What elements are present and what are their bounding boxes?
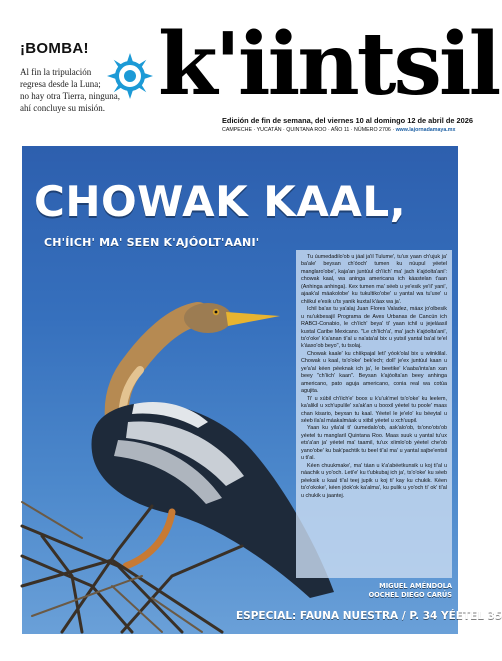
bomba-line: no hay otra Tierra, ninguna, <box>20 91 120 101</box>
cover-headline: CHOWAK KAAL, <box>34 177 407 226</box>
issue-info: CAMPECHE · YUCATÁN · QUINTANA ROO · AÑO 11 · NÚMERO 2706 · <box>222 127 395 133</box>
cover-photo <box>22 146 502 634</box>
bomba-line: ahí concluye su misión. <box>20 103 105 113</box>
cover-subhead: CH'ÍICH' MA' SEEN K'AJÓOLT'AANI' <box>44 236 260 249</box>
article-paragraph: Ichil ba'ax tu ya'alaj Juan Flores Valadez, máax jo'olbesik u nu'ukbesajil Programa de Aves Urbanas de Cancún ich RABCI-Conabio, le ch'íich' beya' ti' yaan ichil u jejeláasil kuxtal Caribe Mexicano. "Le ch'íich'a', ma' jach k'ajóolta'ani', ts'o'oke' k'a'anan tí'al u na'ata'al bix u yutsil yantal ba'al te'el k'áaxo'ob beyo", tu tsolaj. <box>301 306 447 350</box>
photo-credits <box>340 582 452 600</box>
article-paragraph: Ti' u xúbil ch'íich'e' boox u k'u'uk'mel ts'o'oke' ku leelem, ka'alikil u xch'upulile' xa'ak'an u booxil yéetel tu poole' maas chan kisario, beyxan tu kaal. Yéetel le je'elo' ku béeytal u séeb ila'al máakalmáak u xiibil yéetel u xch'uupil. <box>301 395 447 424</box>
article-paragraph: Yaan ku yila'al ti' úumedalo'ob, ask'alo'ob, ts'ono'ots'ob yéetel tu manglaril Quintana Roo. Maas suuk u yantal tu'ux ets'a'an ja' yéetel ma' taamil, tu'ux xíimlo'ob yéetel che'ob yano'obe' ku bak'pachtik tu beel tí'al ma' u yantal sajbe'entsil u ti'al. <box>301 425 447 462</box>
website-link[interactable]: www.lajornadamaya.mx <box>395 127 456 133</box>
issue-line <box>222 127 468 133</box>
article-paragraph: Kéen chuukmake', ma' táan u k'a'abéetkunsik u koj tí'al u náachik u yo'och. Leti'e' ku t'ubkubaj ich ja', ts'o'oke' ku séeb péeksik u kaal tí'al teej jupik u koj ti' kay ku chukik. Kéen ts'o'okoke', kéen jóok'ok ka'alma', ku pulik u yo'och ti' ok' tí'al u chukik u jaantej. <box>301 462 447 499</box>
bomba-line: regresa desde la Luna; <box>20 79 101 89</box>
sun-icon <box>104 50 156 102</box>
photo-credit: OOCHEL DIEGO CARÚS <box>368 591 452 599</box>
article-body <box>296 250 452 578</box>
author-credit: MIGUEL AMÉNDOLA <box>379 582 452 590</box>
edition-line: Edición de fin de semana, del viernes 10 al domingo 12 de abril de 2026 <box>222 116 473 125</box>
article-paragraph: Chowak kaale' ku chíikpajal letí' yóok'olal bix u wiinklilal. Chowak u kaal, ts'o'oke' bek'ech; doll' je'ex juntúul kaan u ye'a'al kéen péeknak ich ja', le beetike' k'aaba'inta'an xan beey "ch'íich' kaan". Beysan k'ajóolta'an beey anhinga americano, pato aguja americano, conia real wa cotúa agujita. <box>301 350 447 395</box>
section-banner[interactable]: ESPECIAL: FAUNA NUESTRA / P. 34 YÉETEL 35 <box>236 610 502 622</box>
masthead-logo[interactable]: k'iintsil <box>158 14 499 115</box>
bomba-title: ¡BOMBA! <box>20 40 89 57</box>
article-paragraph: Tu úumedadilo'ob u jáal ja'il Tulume', tu'ux yaan ch'ujuk ja' ba'ale' beysan ch'óoch' tumen ku núupul yéetel manglaro'obe', kaja'an juntúul ch'íich' ma' jach k'ajóolta'ani': chowak kaal, wa aninga americana ich káastelan t'aan (Anhinga anhinga). Kex tumen ma' séeb u ye'esik ye'il' yani', ajaak'al máakolobe' ku tukultiko'obe' u yantal wa tu'uxe' u chíikul e'esik u'ts yanik kuxtal k'áax wa ja'. <box>301 254 447 305</box>
bomba-line: Al fin la tripulación <box>20 67 92 77</box>
